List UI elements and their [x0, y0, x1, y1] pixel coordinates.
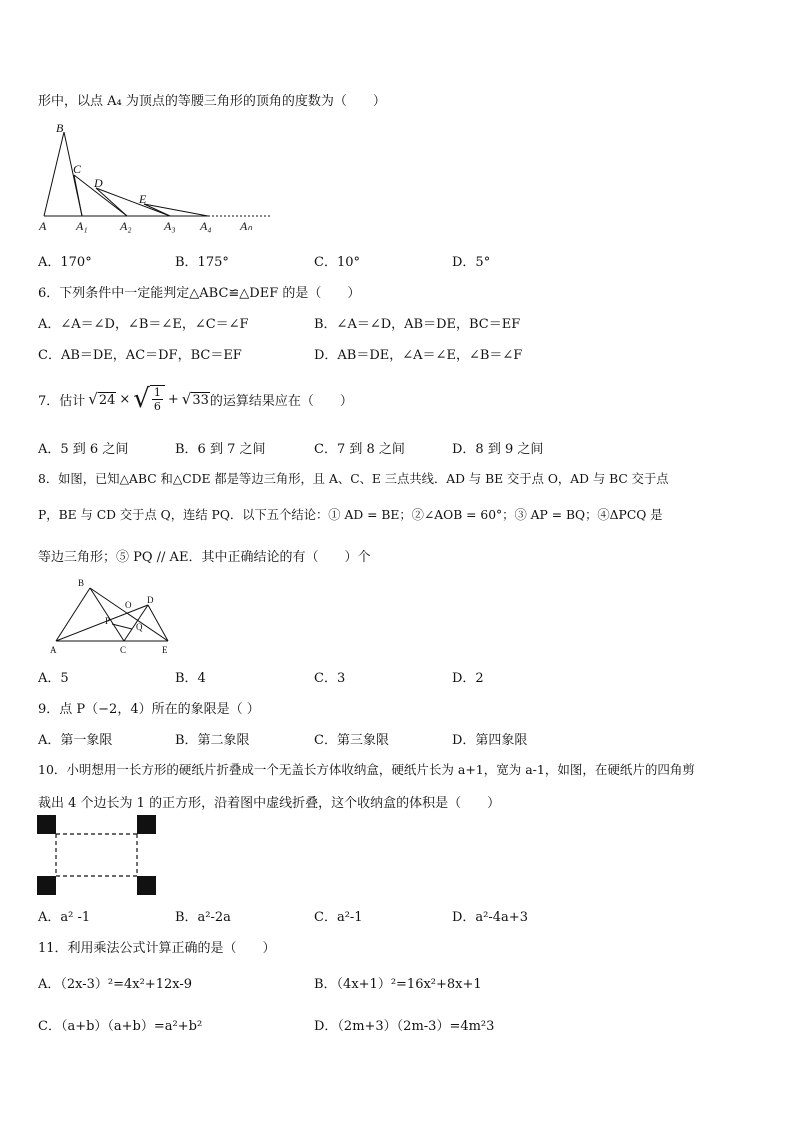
q7-stem: 7．估计 √ 24 × √ $\frac{1}{6}$ + √ 33 的运算结果应在（ ） [38, 384, 353, 414]
q6-stem: 6．下列条件中一定能判定△ABC≌△DEF 的是（ ） [38, 286, 361, 301]
corner-square-top-left [37, 815, 56, 834]
fig5-label-C: C [73, 162, 82, 176]
q11-option-c: C．（a+b）（a+b）=a²+b² [38, 1019, 203, 1034]
q10-figure [36, 813, 160, 899]
fig5-label-A: A [39, 219, 47, 233]
q11-option-a: A．（2x-3）²=4x²+12x-9 [38, 977, 193, 992]
q9-stem: 9．点 P（−2，4）所在的象限是（ ） [38, 702, 260, 717]
fig8-label-D: D [147, 595, 154, 605]
fig5-label-A3: A₃ [164, 219, 176, 233]
q11-option-d: D．（2m+3）（2m-3）=4m²3 [314, 1019, 495, 1034]
q9-option-b: B．第二象限 [175, 733, 250, 748]
q6-option-c: C．AB＝DE，AC＝DF，BC＝EF [38, 348, 242, 363]
q10-option-d: D．a²-4a+3 [452, 910, 528, 925]
corner-square-bottom-left [37, 876, 56, 895]
q6-option-d: D．AB＝DE，∠A＝∠E，∠B＝∠F [314, 348, 523, 363]
q8-line-1: 8．如图，已知△ABC 和△CDE 都是等边三角形，且 A、C、E 三点共线．AD 与 BE 交于点 O，AD 与 BC 交于点 [38, 472, 669, 486]
q8-line-2: P，BE 与 CD 交于点 Q，连结 PQ．以下五个结论：① AD = BE；②∠AOB = 60°；③ AP = BQ；④ΔPCQ 是 [38, 508, 663, 522]
q7-option-b: B．6 到 7 之间 [175, 442, 266, 457]
q7-sqrt-b: √ 33 [181, 390, 209, 408]
q11-option-b: B．（4x+1）²=16x²+8x+1 [314, 977, 482, 992]
corner-square-bottom-right [137, 876, 156, 895]
fig5-label-B: B [56, 121, 64, 135]
fig8-label-Q: Q [136, 622, 143, 632]
q6-option-a: A．∠A＝∠D，∠B＝∠E，∠C＝∠F [38, 317, 249, 332]
fig8-label-P: P [105, 616, 111, 626]
fig8-label-O: O [125, 600, 132, 610]
q10-option-a: A．a² -1 [38, 910, 91, 925]
q5-stem: 形中，以点 A₄ 为顶点的等腰三角形的顶角的度数为（ ） [38, 94, 386, 109]
q7-sqrt-a: √ 24 [88, 390, 116, 408]
q5-option-c: C．10° [314, 255, 360, 270]
q9-option-d: D．第四象限 [452, 733, 528, 748]
q8-figure [44, 574, 179, 659]
fig5-label-A1: A₁ [76, 219, 88, 233]
q10-line-2: 裁出 4 个边长为 1 的正方形，沿着图中虚线折叠，这个收纳盒的体积是（ ） [38, 796, 501, 811]
fig8-label-B: B [78, 578, 85, 588]
q7-stem-suffix: 的运算结果应在（ ） [209, 393, 353, 409]
q10-option-c: C．a²-1 [314, 910, 363, 925]
q8-option-d: D．2 [452, 671, 484, 686]
q10-option-b: B．a²-2a [175, 910, 231, 925]
q11-stem: 11．利用乘法公式计算正确的是（ ） [38, 941, 276, 956]
q7-sqrt-frac: √ $\frac{1}{6}$ [133, 385, 165, 413]
q8-option-a: A．5 [38, 671, 69, 686]
q5-option-d: D．5° [452, 255, 491, 270]
q6-option-b: B．∠A＝∠D，AB＝DE，BC＝EF [314, 317, 521, 332]
fig5-label-E: E [139, 192, 147, 206]
q5-figure [30, 118, 280, 238]
fig5-label-A2: A₂ [120, 219, 132, 233]
q10-line-1: 10．小明想用一长方形的硬纸片折叠成一个无盖长方体收纳盒，硬纸片长为 a+1，宽为 a-1，如图，在硬纸片的四角剪 [38, 762, 695, 777]
q7-frac-num: 1 [153, 386, 161, 399]
q7-option-d: D．8 到 9 之间 [452, 442, 544, 457]
fig5-label-D: D [94, 176, 103, 190]
q8-option-b: B．4 [175, 671, 206, 686]
q8-line-3: 等边三角形；⑤ PQ // AE．其中正确结论的有（ ）个 [38, 550, 371, 565]
q7-frac-den: 6 [153, 400, 161, 413]
q7-option-c: C．7 到 8 之间 [314, 442, 405, 457]
q7-option-a: A．5 到 6 之间 [38, 442, 129, 457]
q8-option-c: C．3 [314, 671, 346, 686]
fig8-label-E: E [162, 645, 168, 655]
q9-option-c: C．第三象限 [314, 733, 389, 748]
fig5-label-An: Aₙ [240, 219, 253, 233]
q5-option-b: B．175° [175, 255, 229, 270]
q7-stem-prefix: 7．估计 [38, 393, 86, 409]
fig8-label-C: C [120, 645, 127, 655]
corner-square-top-right [137, 815, 156, 834]
fig8-label-A: A [50, 645, 57, 655]
q5-option-a: A．170° [38, 255, 92, 270]
q9-option-a: A．第一象限 [38, 733, 113, 748]
fig5-label-A4: A₄ [200, 219, 212, 233]
